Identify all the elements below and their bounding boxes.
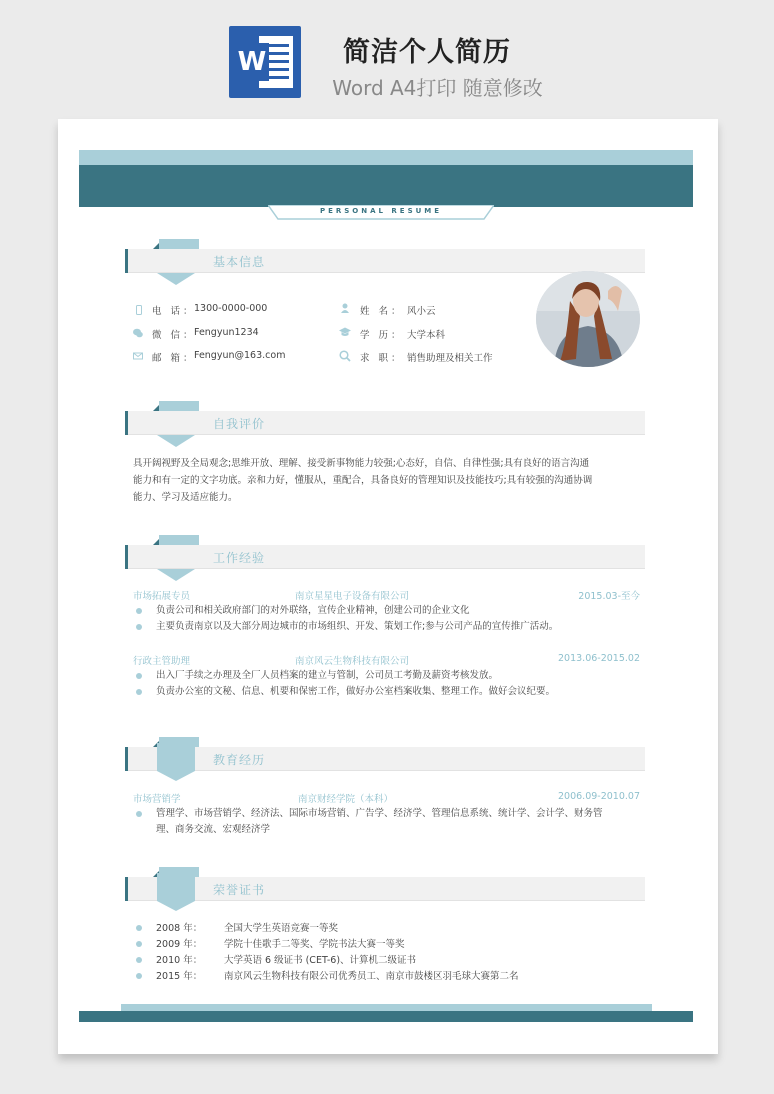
degree-label: 学 历：: [360, 330, 404, 341]
header-badge-text: PERSONAL RESUME: [319, 207, 443, 215]
education-school: 南京财经学院（本科）: [298, 794, 394, 805]
job-header: [133, 588, 640, 602]
section-title-basic: 基本信息: [213, 255, 266, 269]
section-title-education: 教育经历: [213, 753, 266, 767]
name-label: 姓 名：: [360, 306, 404, 317]
banner-subtitle: Word A4打印 随意修改: [332, 76, 543, 100]
section-education: [125, 747, 645, 771]
section-flag-icon: [153, 867, 199, 913]
honor-text: 全国大学生英语竞赛一等奖: [224, 923, 339, 934]
self-eval-line: 具开阔视野及全局观念;思维开放、理解、接受新事物能力较强;心态好，自信、自律性强;具有良好的语言沟通: [133, 458, 590, 469]
job-company: 南京风云生物科技有限公司: [295, 656, 410, 667]
job-duty: 负责办公室的文秘、信息、机要和保密工作，做好办公室档案收集、整理工作。做好会议纪要。: [136, 684, 636, 700]
header-light-stripe: [79, 150, 693, 165]
honor-year: 2010 年：: [156, 955, 203, 966]
section-flag-icon: [153, 239, 199, 285]
education-header: [133, 791, 640, 805]
education-date: 2006.09-2010.07: [558, 791, 640, 802]
job-duty: 主要负责南京以及大部分周边城市的市场组织、开发、策划工作;参与公司产品的宣传推广活动。: [136, 619, 636, 635]
wechat-value: Fengyun1234: [194, 327, 259, 338]
email-icon: [133, 351, 143, 361]
section-work-experience: [125, 545, 645, 569]
section-flag-icon: [153, 737, 199, 783]
phone-value: 1300-0000-000: [194, 303, 268, 314]
section-title-work: 工作经验: [213, 551, 266, 565]
job-company: 南京星星电子设备有限公司: [295, 591, 410, 602]
wechat-icon: [133, 328, 143, 338]
self-evaluation-text: [133, 455, 648, 506]
job-value: 销售助理及相关工作: [407, 353, 493, 364]
job-title: 市场拓展专员: [133, 591, 191, 602]
job-duty: 出入厂手续之办理及全厂人员档案的建立与管制，公司员工考勤及薪资考核发放。: [136, 668, 636, 684]
honor-text: 大学英语 6 级证书 (CET-6)、计算机二级证书: [224, 955, 417, 966]
courses-line: 理、商务交流、宏观经济学: [156, 824, 271, 835]
honor-year: 2015 年：: [156, 971, 203, 982]
self-eval-line: 能力和有一定的文字功底。亲和力好，懂服从，重配合，具备良好的管理知识及技能技巧;具有较强的沟通协调: [133, 475, 593, 486]
honor-item: [136, 920, 636, 936]
job-date: 2013.06-2015.02: [558, 653, 640, 664]
honor-text: 南京风云生物科技有限公司优秀员工、南京市鼓楼区羽毛球大赛第二名: [224, 971, 519, 982]
job-label: 求 职：: [360, 353, 404, 364]
section-self-evaluation: [125, 411, 645, 435]
person-icon: [340, 303, 350, 313]
education-major: 市场营销学: [133, 794, 181, 805]
profile-photo: [536, 271, 640, 367]
job-header: [133, 653, 640, 667]
header-dark-band: [79, 165, 693, 207]
email-label: 邮 箱：: [152, 353, 196, 364]
name-value: 风小云: [407, 306, 436, 317]
word-icon-letter: W: [235, 43, 269, 81]
section-title-honors: 荣誉证书: [213, 883, 266, 897]
section-flag-icon: [153, 535, 199, 581]
top-banner: [0, 0, 774, 118]
job-title: 行政主管助理: [133, 656, 191, 667]
honor-text: 学院十佳歌手二等奖、学院书法大赛一等奖: [224, 939, 405, 950]
search-icon: [339, 350, 351, 362]
footer-dark-band: [79, 1011, 693, 1022]
honor-item: [136, 952, 636, 968]
wechat-label: 微 信：: [152, 330, 196, 341]
self-eval-line: 能力、学习及适应能力。: [133, 492, 238, 503]
resume-page: [58, 119, 718, 1054]
job-duty: 负责公司和相关政府部门的对外联络，宣传企业精神，创建公司的企业文化: [136, 603, 636, 619]
honor-item: [136, 936, 636, 952]
section-honors: [125, 877, 645, 901]
phone-label: 电 话：: [152, 306, 196, 317]
degree-value: 大学本科: [407, 330, 446, 341]
honor-year: 2008 年：: [156, 923, 203, 934]
word-app-icon: [229, 26, 301, 98]
courses-line: 管理学、市场营销学、经济法、国际市场营销、广告学、经济学、管理信息系统、统计学、会计学、财务管: [156, 808, 603, 819]
phone-icon: [134, 305, 144, 315]
banner-title: 简洁个人简历: [343, 37, 511, 68]
email-value: Fengyun@163.com: [194, 350, 286, 361]
job-date: 2015.03-至今: [578, 591, 640, 602]
graduation-cap-icon: [339, 327, 351, 337]
section-flag-icon: [153, 401, 199, 447]
honor-item: [136, 968, 636, 984]
education-courses: [136, 806, 636, 838]
section-basic-info: [125, 249, 645, 273]
section-title-self: 自我评价: [213, 417, 266, 431]
honor-year: 2009 年：: [156, 939, 203, 950]
